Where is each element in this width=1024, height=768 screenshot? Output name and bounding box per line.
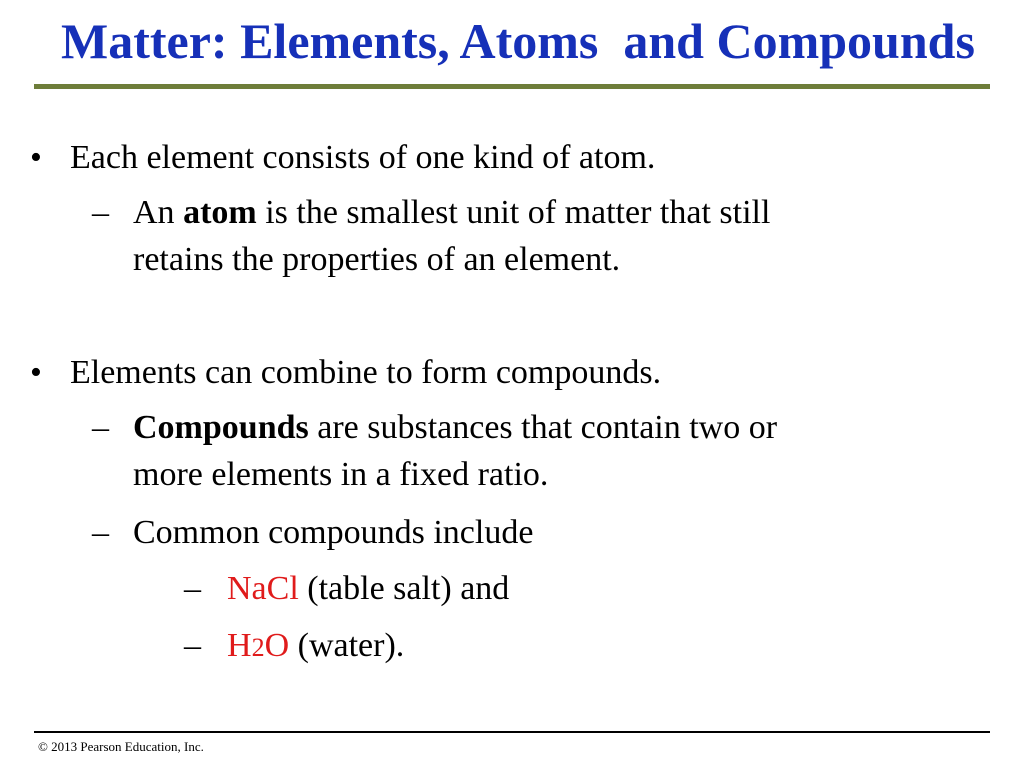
slide-title: Matter: Elements, Atoms and Compounds — [61, 13, 975, 69]
compound-item-nacl: NaCl (table salt) and — [227, 570, 510, 607]
sub-1-1-line-2: retains the properties of an element. — [133, 241, 621, 278]
bullet-1-text: Each element consists of one kind of atom. — [70, 139, 656, 176]
sub-2-2-text: Common compounds include — [133, 514, 534, 551]
bullet-marker: • — [30, 139, 42, 176]
dash-marker: – — [92, 194, 109, 231]
footer-divider — [34, 731, 990, 733]
title-divider — [34, 84, 990, 89]
sub-1-1-line-1: An atom is the smallest unit of matter that still — [133, 194, 771, 231]
dash-marker: – — [92, 409, 109, 446]
sub-2-1-line-1: Compounds are substances that contain two or — [133, 409, 778, 446]
dash-marker: – — [92, 514, 109, 551]
dash-marker: – — [184, 627, 201, 664]
bullet-marker: • — [30, 354, 42, 391]
copyright-notice: © 2013 Pearson Education, Inc. — [38, 739, 204, 754]
bullet-2-text: Elements can combine to form compounds. — [70, 354, 662, 391]
sub-2-1-line-2: more elements in a fixed ratio. — [133, 456, 549, 493]
dash-marker: – — [184, 570, 201, 607]
compound-item-water: H2O (water). — [227, 627, 405, 664]
